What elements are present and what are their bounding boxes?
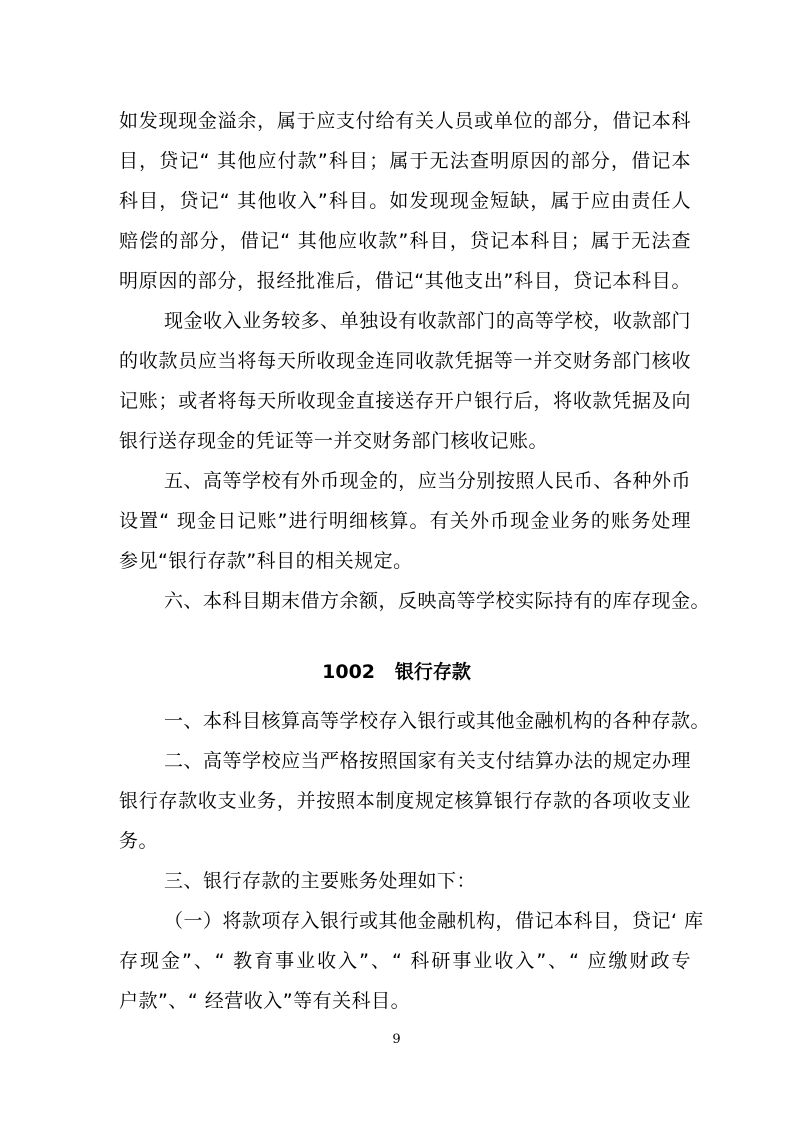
text-line: 五、高等学校有外币现金的，应当分别按照人民币、各种外币 — [164, 470, 691, 492]
text-line: 存现金”、“ 教育事业收入”、“ 科研事业收入”、“ 应缴财政专 — [119, 950, 691, 972]
text-line: 记账；或者将每天所收现金直接送存开户银行后，将收款凭据及向 — [119, 390, 691, 412]
text-line: 目，贷记“ 其他应付款”科目；属于无法查明原因的部分，借记本 — [119, 150, 691, 172]
text-line: 科目，贷记“ 其他收入”科目。如发现现金短缺，属于应由责任人 — [119, 190, 691, 212]
text-line: 参见“银行存款”科目的相关规定。 — [119, 550, 413, 572]
text-line: 设置“ 现金日记账”进行明细核算。有关外币现金业务的账务处理 — [119, 510, 691, 532]
text-line: 二、高等学校应当严格按照国家有关支付结算办法的规定办理 — [164, 750, 691, 772]
text-line: 务。 — [119, 830, 159, 852]
text-line: 三、银行存款的主要账务处理如下： — [164, 870, 477, 892]
text-line: 如发现现金溢余，属于应支付给有关人员或单位的部分，借记本科 — [119, 110, 691, 132]
page-number: 9 — [392, 1032, 401, 1047]
text-line: 的收款员应当将每天所收现金连同收款凭据等一并交财务部门核收 — [119, 350, 691, 372]
text-line: （一）将款项存入银行或其他金融机构，借记本科目，贷记‘ 库 — [164, 910, 704, 932]
text-line: 户款”、“ 经营收入”等有关科目。 — [119, 990, 411, 1012]
text-line: 明原因的部分，报经批准后，借记“其他支出”科目，贷记本科目。 — [119, 270, 691, 292]
section-heading: 1002 银行存款 — [322, 661, 471, 683]
text-line: 银行送存现金的凭证等一并交财务部门核收记账。 — [119, 430, 549, 452]
text-line: 银行存款收支业务，并按照本制度规定核算银行存款的各项收支业 — [119, 790, 691, 812]
text-line: 六、本科目期末借方余额，反映高等学校实际持有的库存现金。 — [164, 590, 711, 612]
text-line: 一、本科目核算高等学校存入银行或其他金融机构的各种存款。 — [164, 710, 711, 732]
text-line: 现金收入业务较多、单独设有收款部门的高等学校，收款部门 — [164, 310, 691, 332]
text-line: 赔偿的部分，借记“ 其他应收款”科目，贷记本科目；属于无法查 — [119, 230, 691, 252]
